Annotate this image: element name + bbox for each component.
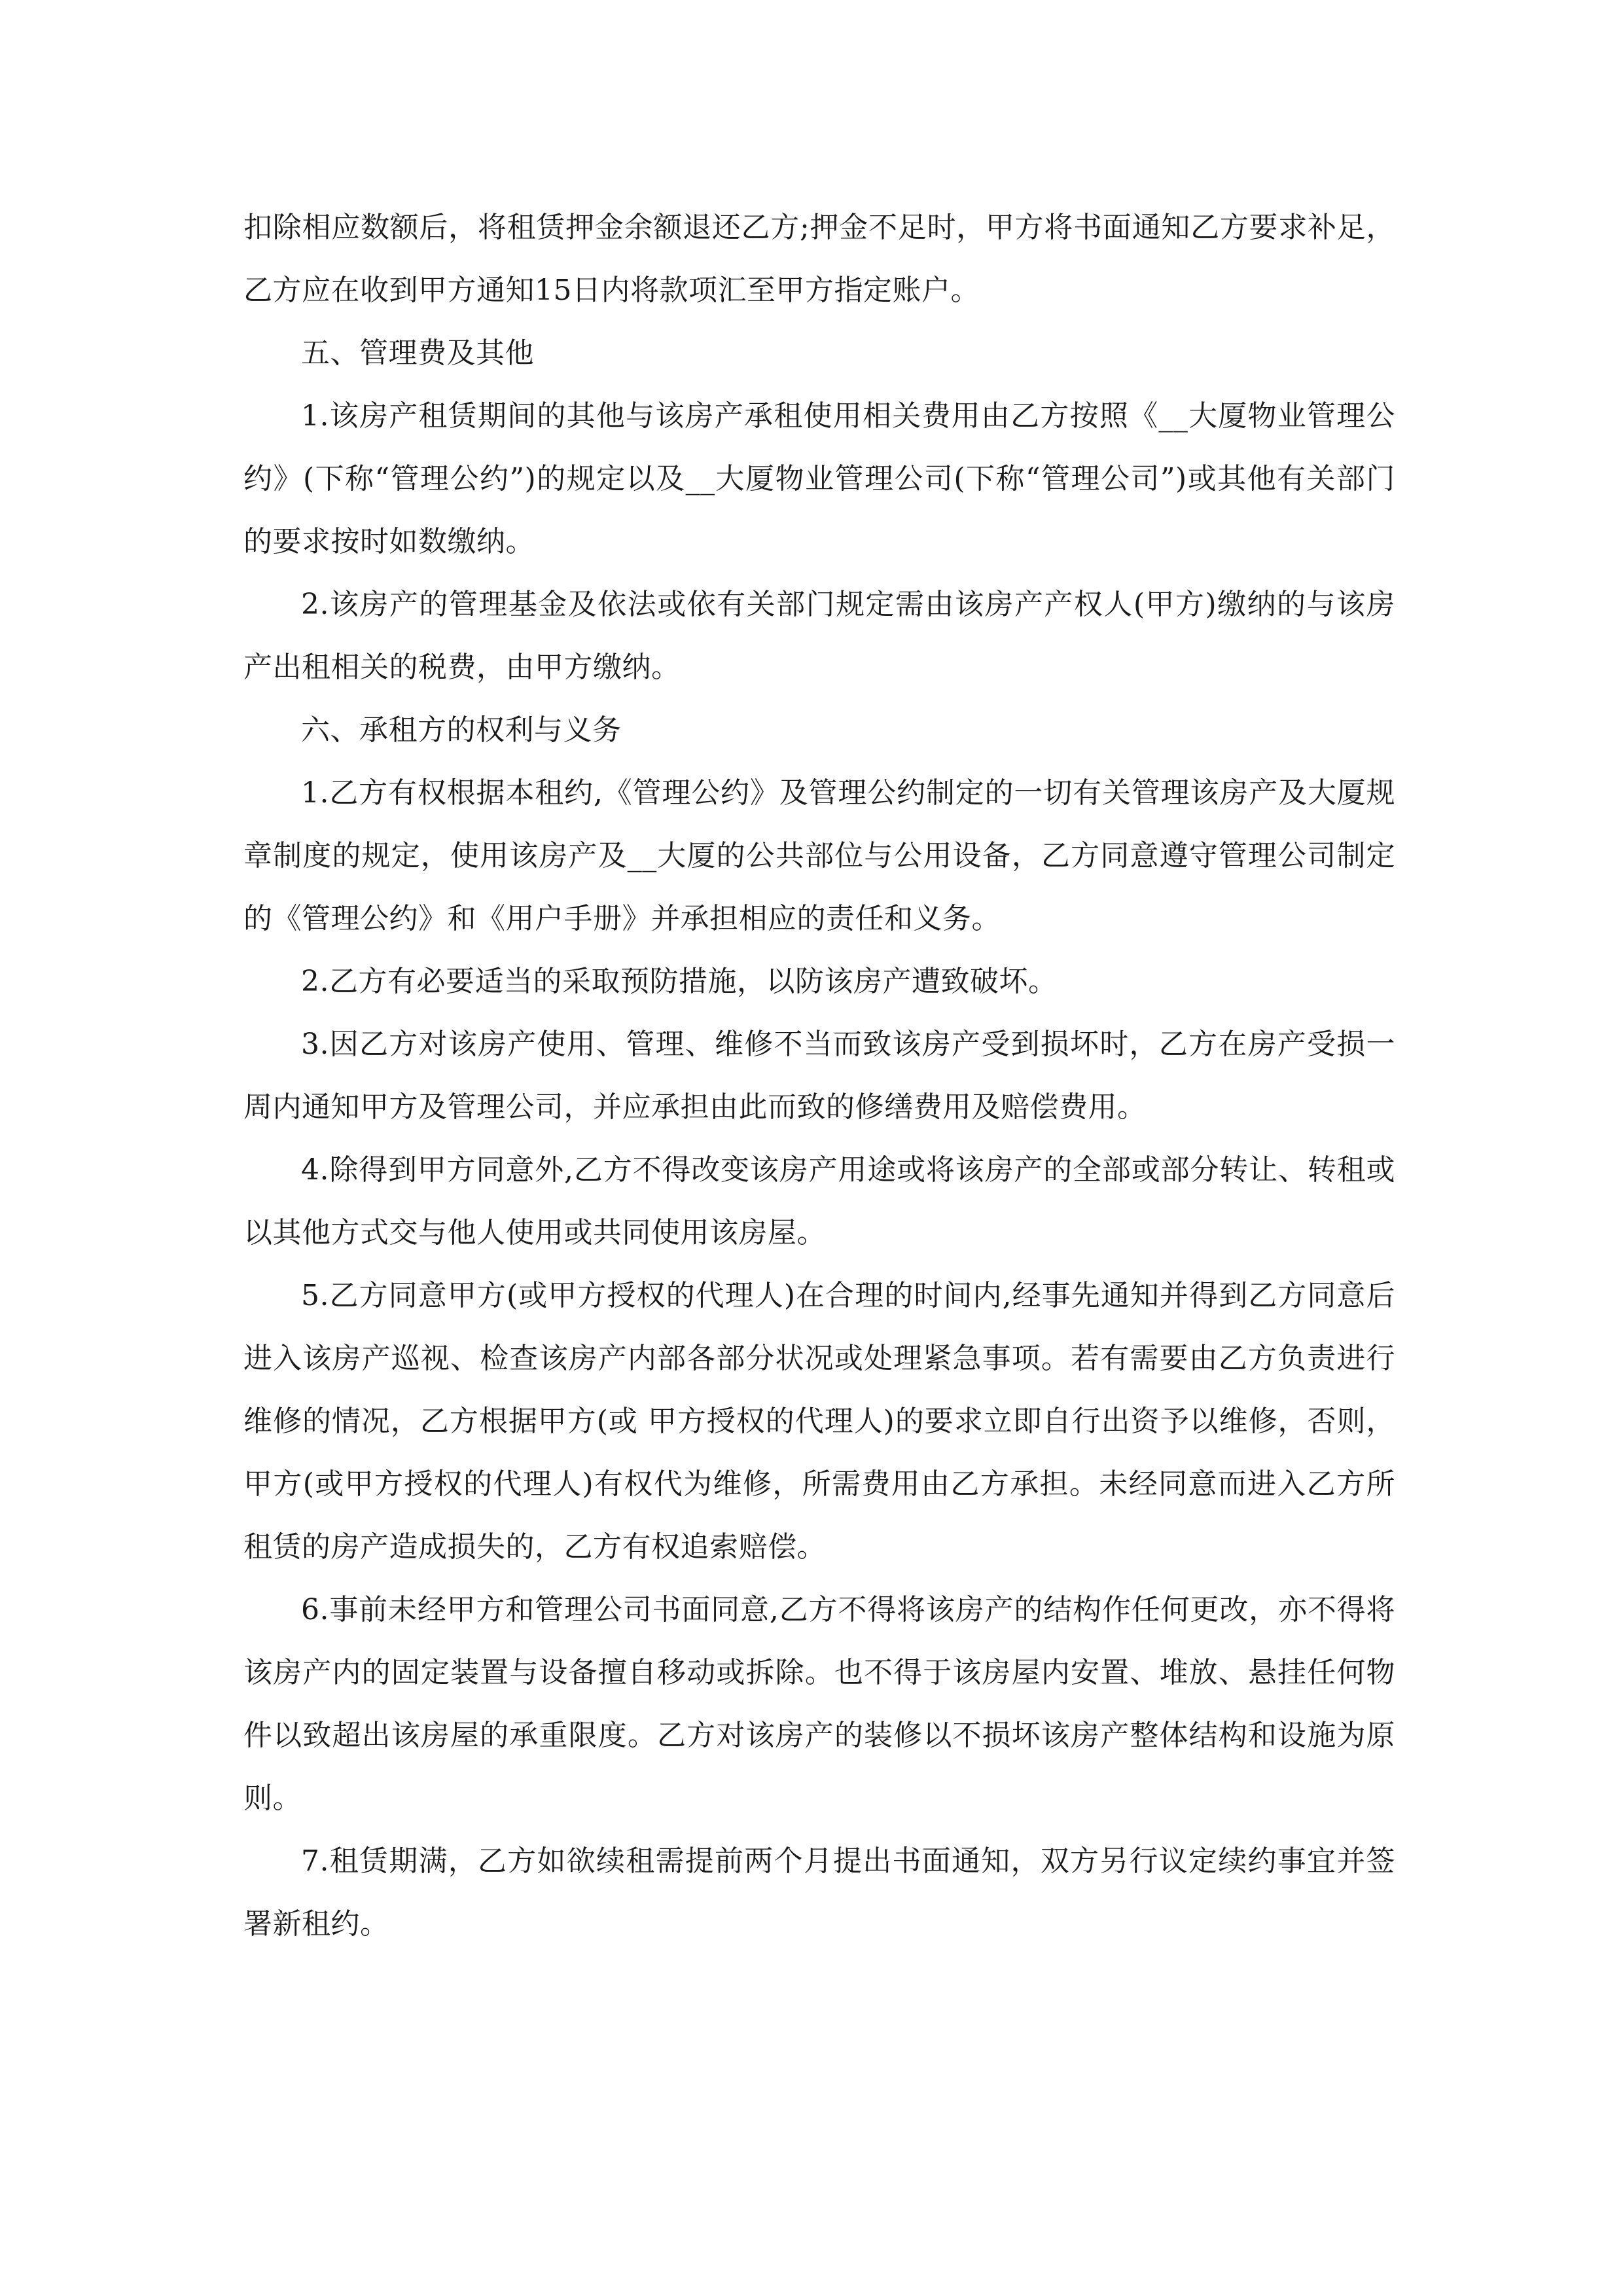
paragraph-6-2: 2.乙方有必要适当的采取预防措施，以防该房产遭致破坏。	[301, 965, 1058, 998]
paragraph-6-6: 6.事前未经甲方和管理公司书面同意,乙方不得将该房产的结构作任何更改，亦不得将该房产内的固定装置与设备擅自移动或拆除。也不得于该房屋内安置、堆放、悬挂任何物件以致超出该房屋的承重限度。乙方对该房产的装修以不损坏该房产整体结构和设施为原则。	[243, 1593, 1395, 1815]
section-heading-tenant-rights: 六、承租方的权利与义务	[301, 713, 622, 747]
paragraph-5-2: 2.该房产的管理基金及依法或依有关部门规定需由该房产产权人(甲方)缴纳的与该房产出租相关的税费，由甲方缴纳。	[243, 588, 1395, 684]
paragraph-6-4: 4.除得到甲方同意外,乙方不得改变该房产用途或将该房产的全部或部分转让、转租或以其他方式交与他人使用或共同使用该房屋。	[243, 1153, 1395, 1249]
paragraph-6-3: 3.因乙方对该房产使用、管理、维修不当而致该房产受到损坏时，乙方在房产受损一周内通知甲方及管理公司，并应承担由此而致的修缮费用及赔偿费用。	[243, 1028, 1395, 1124]
paragraph-6-5: 5.乙方同意甲方(或甲方授权的代理人)在合理的时间内,经事先通知并得到乙方同意后进入该房产巡视、检查该房产内部各部分状况或处理紧急事项。若有需要由乙方负责进行维修的情况，乙方根据甲方(或 甲方授权的代理人)的要求立即自行出资予以维修，否则，甲方(或甲方授权的代理人)有权代为维修，所需费用由乙方承担。未经同意而进入乙方所租赁的房产造成损失的，乙方有权追索赔偿。	[243, 1279, 1395, 1564]
paragraph-6-1: 1.乙方有权根据本租约,《管理公约》及管理公约制定的一切有关管理该房产及大厦规章制度的规定，使用该房产及__大厦的公共部位与公用设备，乙方同意遵守管理公司制定的《管理公约》和《用户手册》并承担相应的责任和义务。	[243, 776, 1395, 935]
section-heading-management-fees: 五、管理费及其他	[301, 336, 534, 370]
document-body	[243, 196, 1395, 1956]
paragraph-6-7: 7.租赁期满，乙方如欲续租需提前两个月提出书面通知，双方另行议定续约事宜并签署新租约。	[243, 1844, 1395, 1941]
paragraph-5-1: 1.该房产租赁期间的其他与该房产承租使用相关费用由乙方按照《__大厦物业管理公约》(下称“管理公约”)的规定以及__大厦物业管理公司(下称“管理公司”)或其他有关部门的要求按时如数缴纳。	[243, 399, 1395, 558]
paragraph-deposit-continuation: 扣除相应数额后，将租赁押金余额退还乙方;押金不足时，甲方将书面通知乙方要求补足，乙方应在收到甲方通知15日内将款项汇至甲方指定账户。	[243, 211, 1395, 307]
